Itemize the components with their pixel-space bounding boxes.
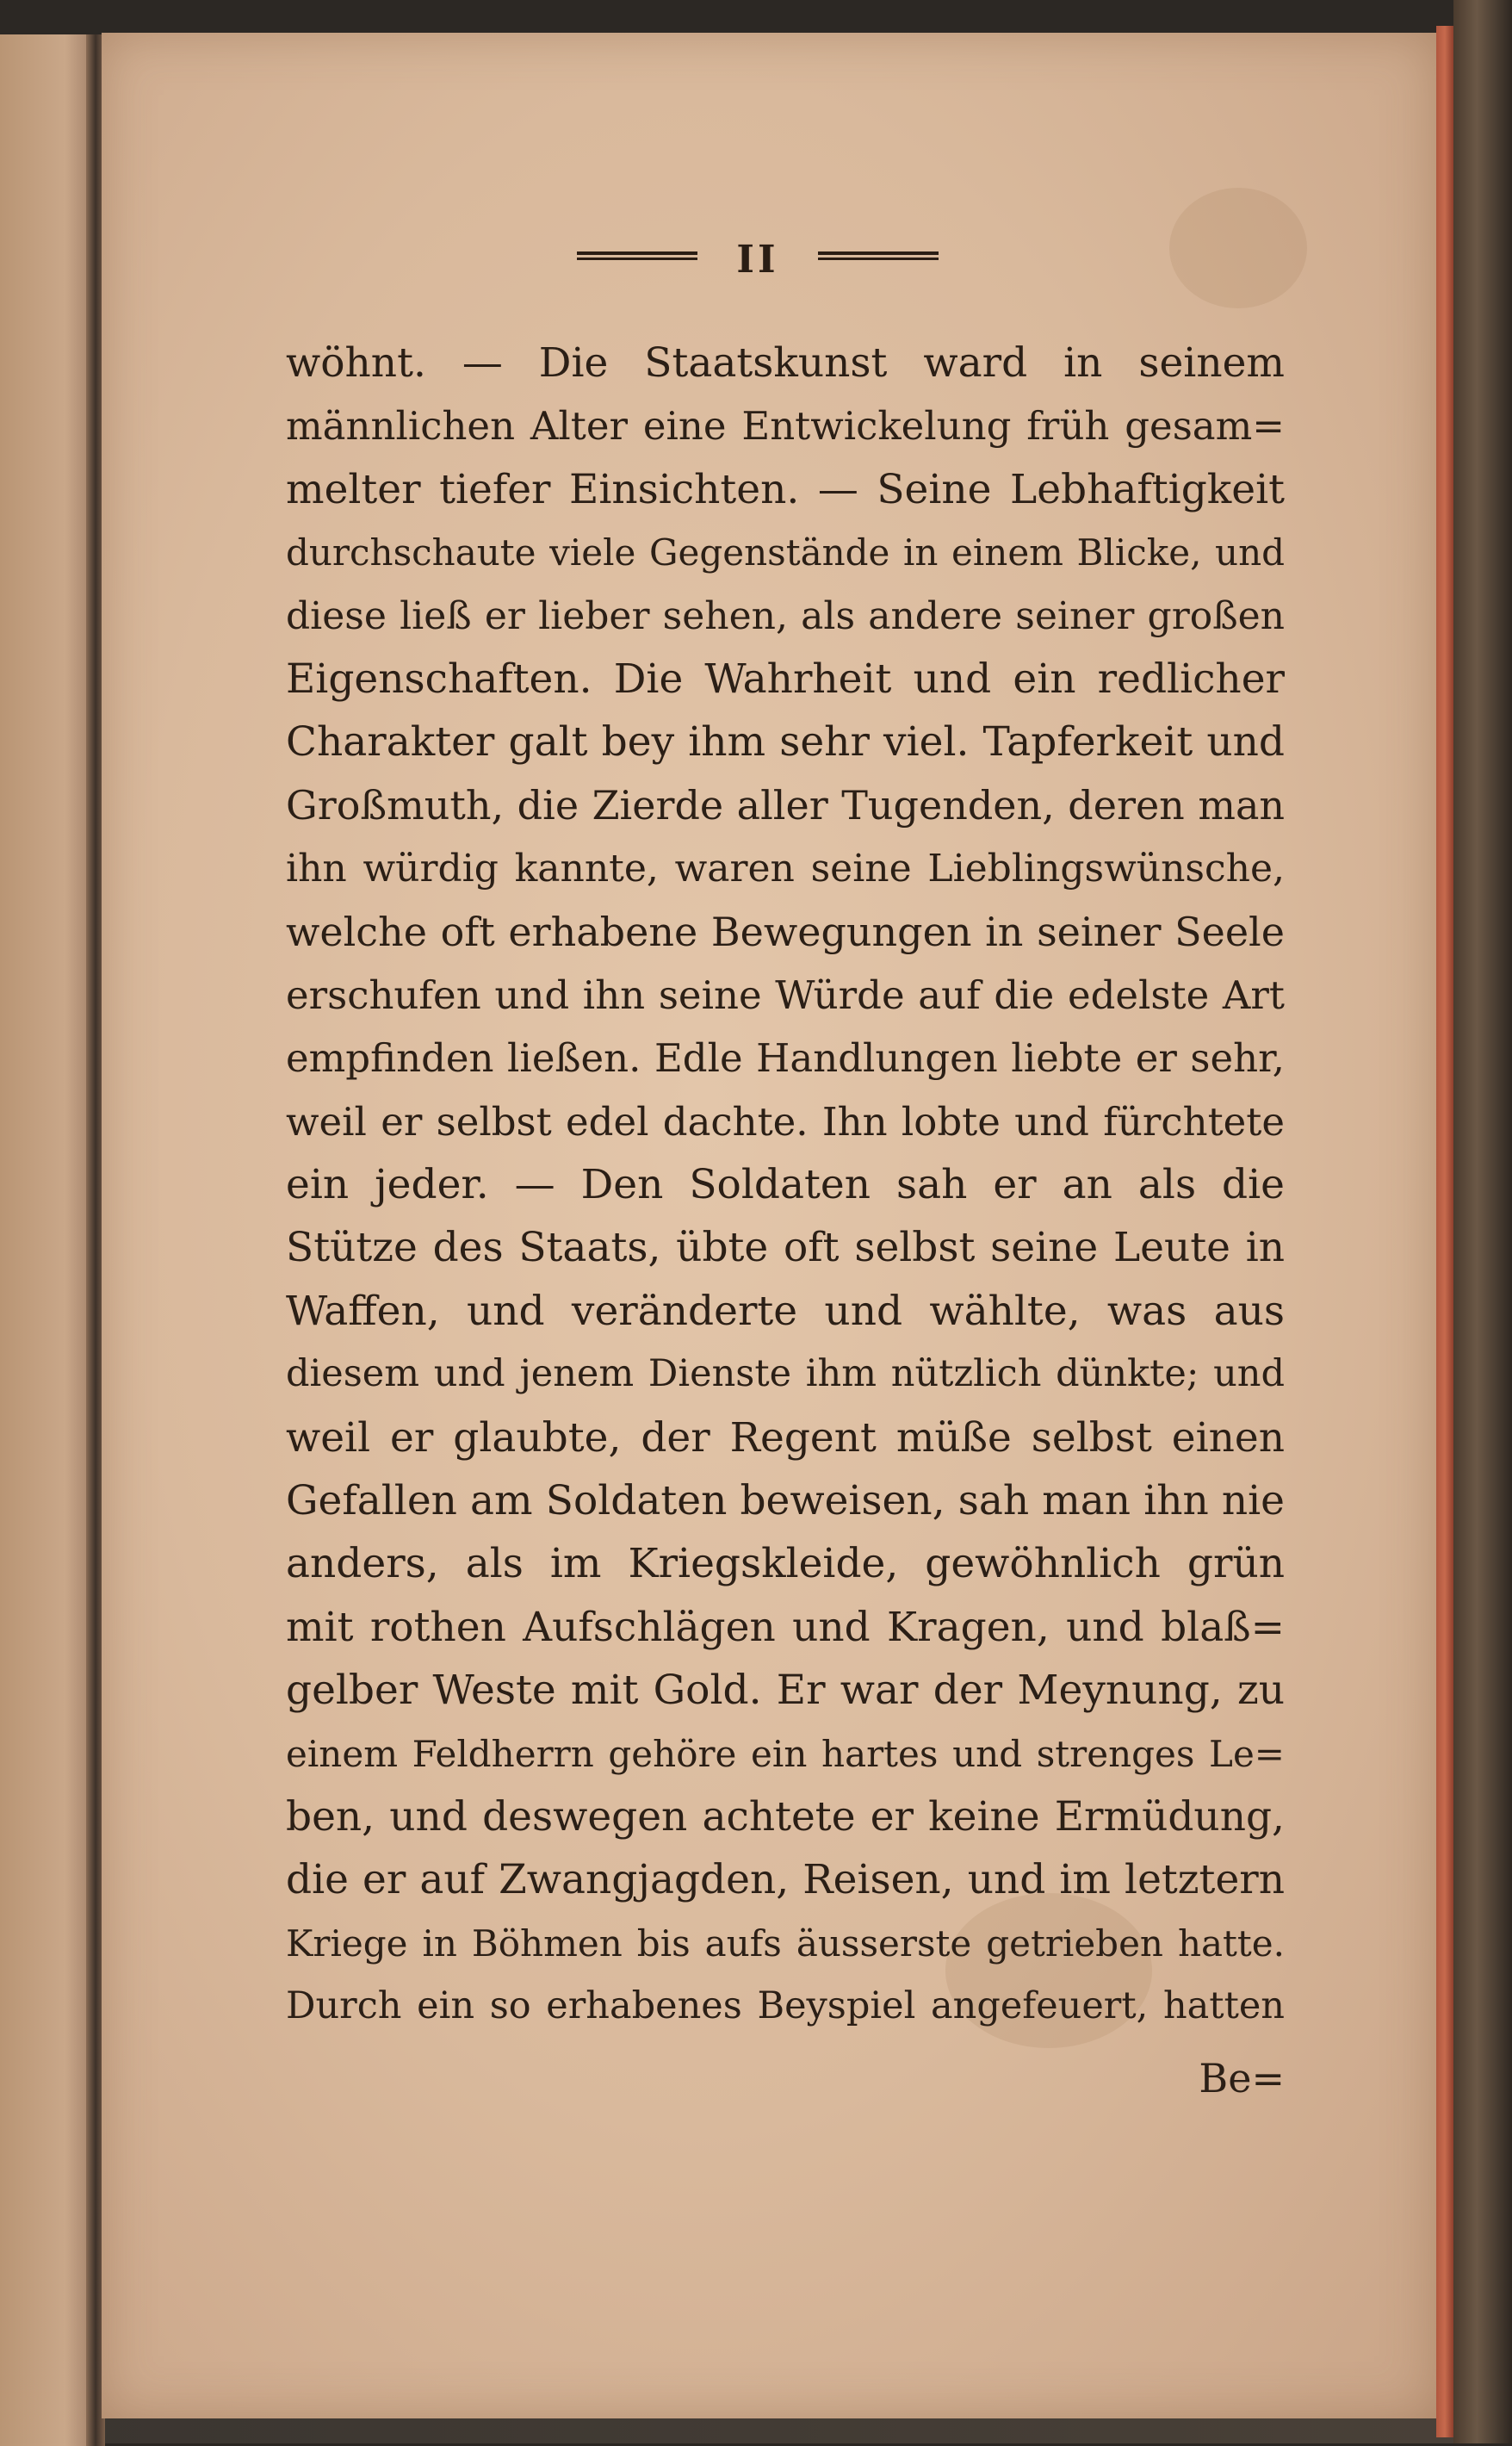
text-line: Stütze des Staats, übte oft selbst seine Leute in — [286, 1224, 1285, 1272]
text-line: weil er glaubte, der Regent müße selbst einen — [286, 1413, 1285, 1462]
text-line: anders, als im Kriegskleide, gewöhnlich grün — [286, 1540, 1285, 1588]
text-line: Gefallen am Soldaten beweisen, sah man ihn nie — [286, 1477, 1285, 1525]
text-line: einem Feldherrn gehöre ein hartes und strenges Le= — [286, 1732, 1285, 1775]
facing-page-edge — [0, 34, 93, 2446]
text-line: Eigenschaften. Die Wahrheit und ein redlicher — [286, 655, 1285, 703]
text-line: empfinden ließen. Edle Handlungen liebte er sehr, — [286, 1035, 1285, 1082]
text-line: Waffen, und veränderte und wählte, was aus — [286, 1287, 1285, 1335]
text-line: welche oft erhabene Bewegungen in seiner Seele — [286, 908, 1285, 955]
page-number: II — [736, 238, 779, 282]
top-shadow — [0, 0, 1512, 36]
text-line: männlichen Alter eine Entwickelung früh gesam= — [286, 403, 1285, 450]
header-rule-left — [577, 251, 697, 260]
text-line: Durch ein so erhabenes Beyspiel angefeuert, hatten — [286, 1984, 1285, 2028]
text-line: Charakter galt bey ihm sehr viel. Tapferkeit und — [286, 718, 1285, 767]
text-line: erschufen und ihn seine Würde auf die edelste Art — [286, 972, 1285, 1018]
text-line: durchschaute viele Gegenstände in einem Blicke, und — [286, 531, 1285, 574]
text-line: ben, und deswegen achtete er keine Ermüdung, — [286, 1792, 1285, 1841]
body-text — [286, 332, 1285, 2039]
text-line: Großmuth, die Zierde aller Tugenden, deren man — [286, 781, 1285, 829]
red-page-edge — [1436, 26, 1453, 2437]
text-line: weil er selbst edel dachte. Ihn lobte und fürchtete — [286, 1098, 1285, 1145]
catchword: Be= — [1199, 2055, 1285, 2101]
text-line: diesem und jenem Dienste ihm nützlich dünkte; und — [286, 1352, 1285, 1396]
text-line: ihn würdig kannte, waren seine Lieblingswünsche, — [286, 847, 1285, 891]
book-cover-edge — [1453, 0, 1512, 2443]
text-line: die er auf Zwangjagden, Reisen, und im letztern — [286, 1856, 1285, 1904]
text-line: melter tiefer Einsichten. — Seine Lebhaftigkeit — [286, 465, 1285, 513]
text-line: Kriege in Böhmen bis aufs äusserste getrieben hatte. — [286, 1921, 1285, 1965]
text-line: wöhnt. — Die Staatskunst ward in seinem — [286, 339, 1285, 387]
text-line: ein jeder. — Den Soldaten sah er an als die — [286, 1161, 1285, 1209]
text-line: gelber Weste mit Gold. Er war der Meynung, zu — [286, 1667, 1285, 1715]
text-line: mit rothen Aufschlägen und Kragen, und blaß= — [286, 1603, 1285, 1651]
header-rule-right — [818, 251, 939, 260]
page-header — [568, 234, 947, 286]
text-line: diese ließ er lieber sehen, als andere seiner großen — [286, 593, 1285, 638]
paper-stain — [1169, 188, 1307, 308]
